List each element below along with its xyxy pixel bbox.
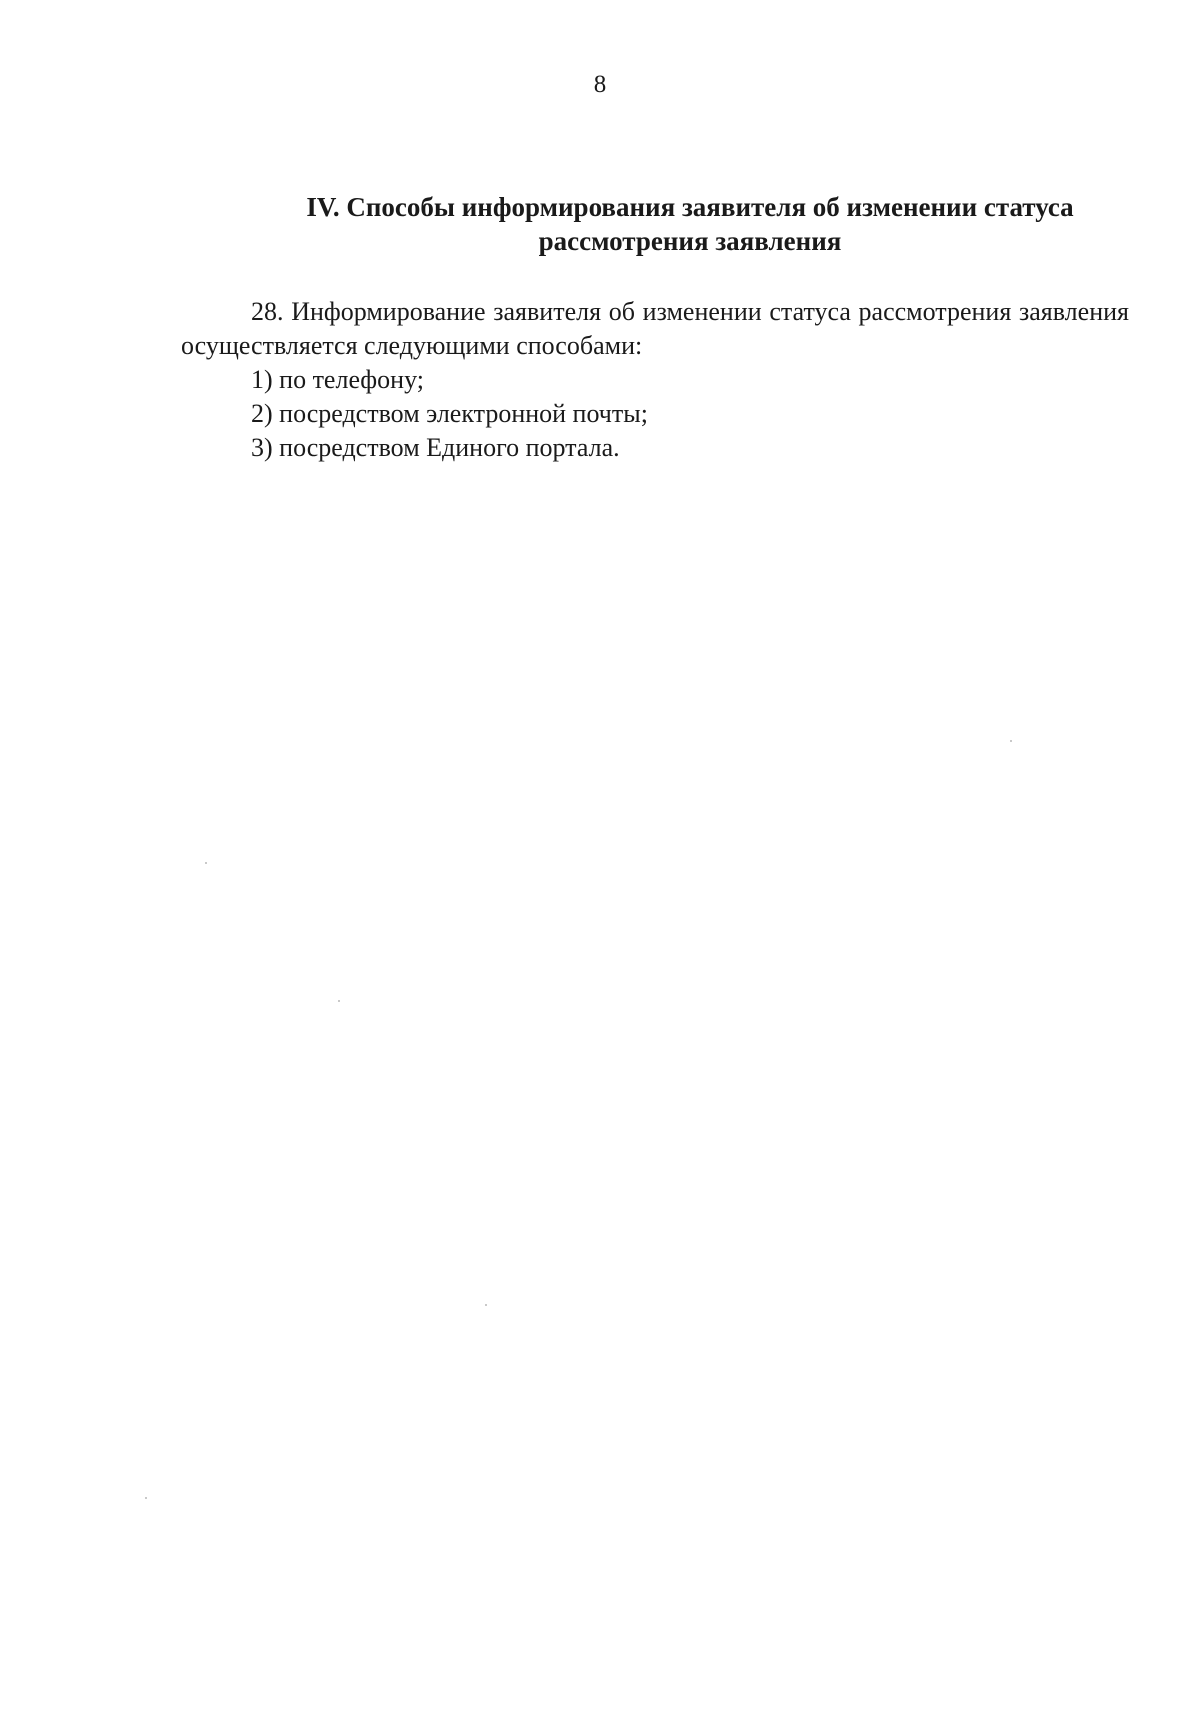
section-body — [181, 295, 1129, 465]
scan-speck — [1010, 740, 1012, 742]
section-title — [250, 190, 1130, 258]
section-title-line-2: рассмотрения заявления — [538, 226, 842, 256]
list-item: 3) посредством Единого портала. — [251, 433, 620, 462]
scan-speck — [485, 1304, 487, 1306]
list-item: 2) посредством электронной почты; — [251, 399, 648, 428]
list-item: 1) по телефону; — [251, 365, 424, 394]
notification-methods-list — [181, 363, 1129, 465]
scan-speck — [145, 1497, 147, 1499]
scan-speck — [205, 862, 207, 864]
scan-speck — [338, 1000, 340, 1002]
page-number: 8 — [593, 71, 607, 98]
paragraph-28: 28. Информирование заявителя об изменении статуса рассмотрения заявления осуществляется следующими способами: — [181, 297, 1129, 360]
section-title-line-1: IV. Способы информирования заявителя об изменении статуса — [306, 192, 1074, 222]
